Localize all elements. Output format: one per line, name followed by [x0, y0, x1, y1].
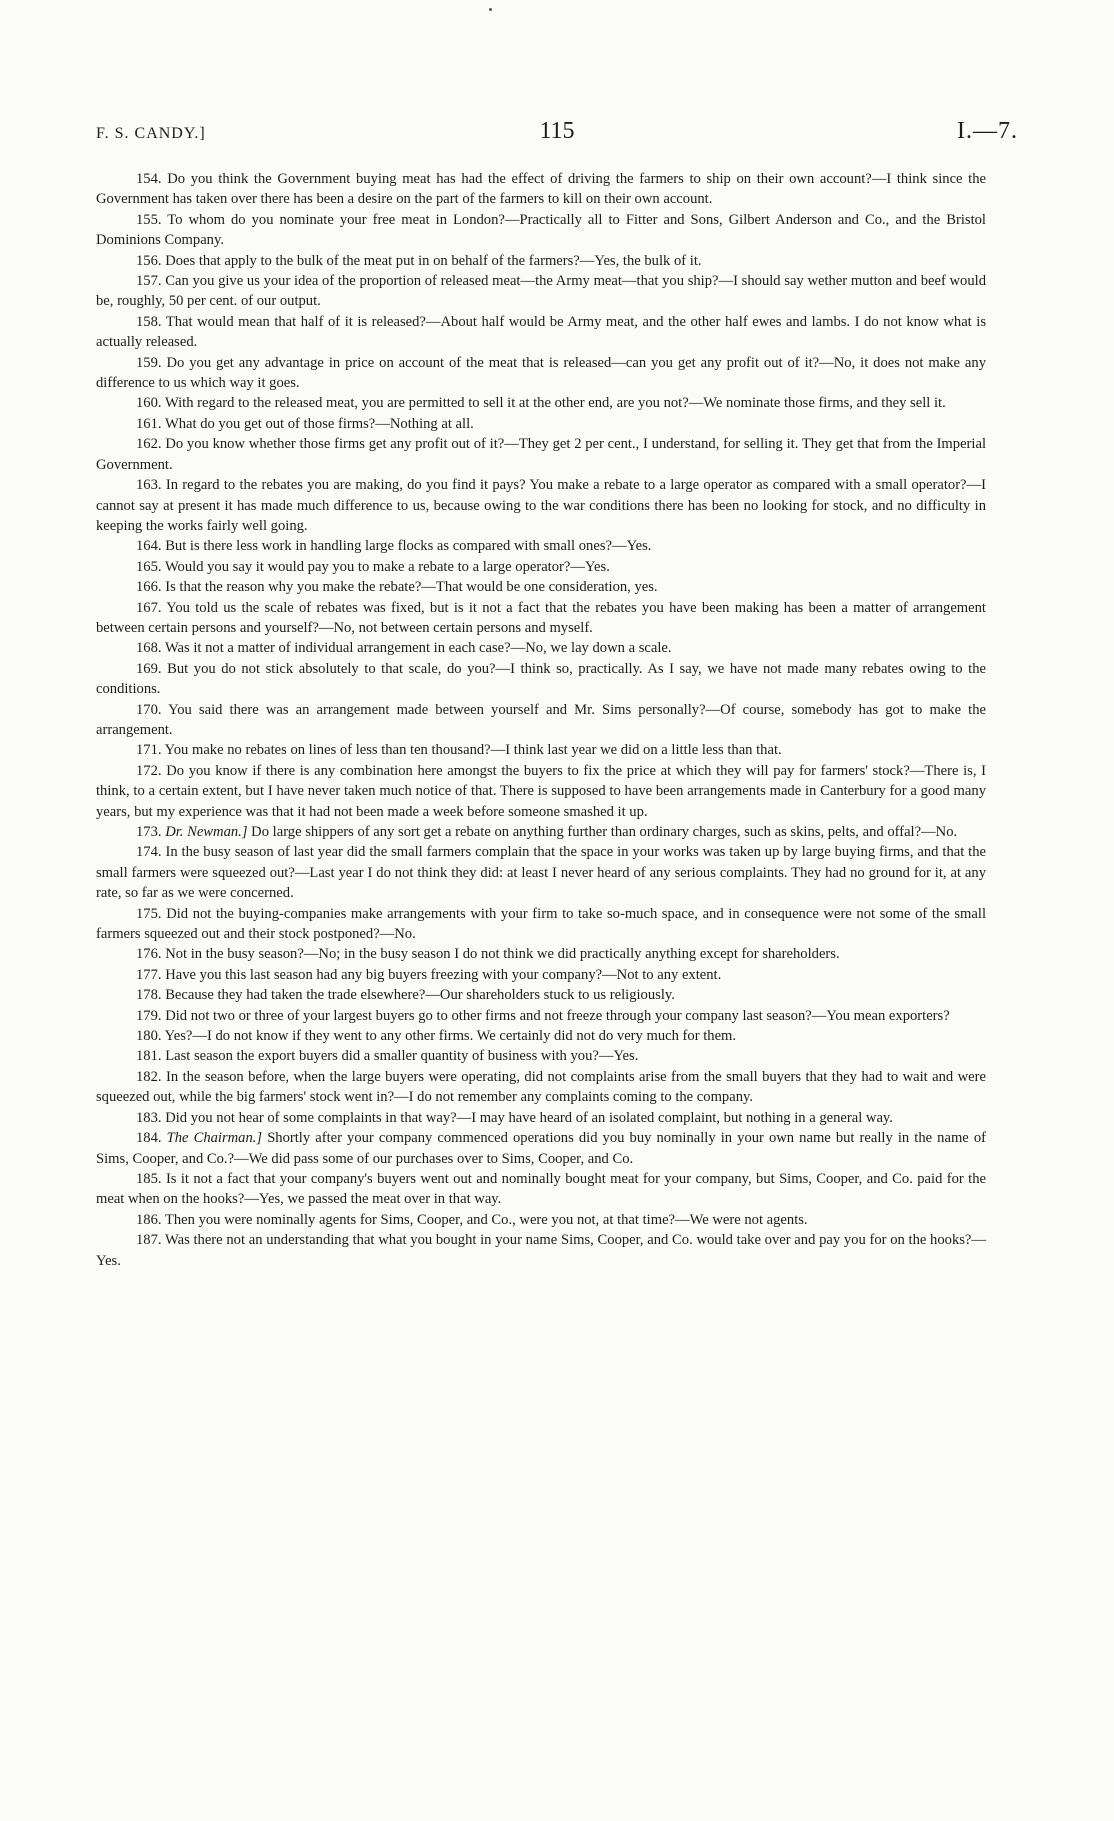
testimony-paragraph [96, 414, 986, 434]
testimony-paragraph [96, 1108, 986, 1128]
question-number: 180. [136, 1028, 162, 1045]
scan-speck [489, 8, 492, 11]
question-number: 156. [136, 252, 162, 269]
question-number: 174. [136, 844, 162, 861]
testimony-paragraph [96, 842, 986, 903]
question-answer-text: Do you know whether those firms get any profit out of it?—They get 2 per cent., I understand, for selling it. They get that from the Imperial Government. [96, 436, 987, 473]
question-number: 168. [136, 640, 162, 657]
question-answer-text: But is there less work in handling large flocks as compared with small ones?—Yes. [165, 538, 652, 555]
testimony-paragraph [96, 312, 986, 353]
testimony-paragraph [96, 822, 986, 842]
question-number: 154. [136, 171, 162, 187]
testimony-paragraph [96, 904, 986, 945]
testimony-paragraph [96, 475, 986, 536]
question-answer-text: Not in the busy season?—No; in the busy season I do not think we did practically anything except for shareholders. [165, 946, 840, 963]
question-number: 183. [136, 1109, 162, 1126]
testimony-paragraph [96, 1169, 986, 1210]
question-number: 157. [136, 273, 162, 290]
testimony-paragraph [96, 659, 986, 700]
page-number: 115 [539, 118, 575, 144]
page-header [96, 118, 1018, 150]
testimony-paragraph [96, 944, 986, 964]
question-number: 178. [136, 987, 162, 1004]
question-answer-text: Do large shippers of any sort get a rebate on anything further than ordinary charges, such as skins, pelts, and offal?—No. [251, 824, 958, 840]
testimony-paragraph [96, 210, 986, 251]
question-answer-text: Then you were nominally agents for Sims, Cooper, and Co., were you not, at that time?—We were not agents. [164, 1211, 808, 1228]
testimony-paragraph [96, 985, 986, 1005]
question-number: 171. [136, 742, 162, 759]
question-answer-text: Have you this last season had any big buyers freezing with your company?—Not to any extent. [165, 966, 722, 983]
question-number: 166. [136, 579, 162, 596]
question-number: 164. [136, 538, 162, 555]
question-answer-text: But you do not stick absolutely to that scale, do you?—I think so, practically. As I say, we have not made many rebates owing to the conditions. [96, 660, 986, 698]
question-answer-text: Did you not hear of some complaints in that way?—I may have heard of an isolated complaint, but nothing in a general way. [165, 1109, 893, 1126]
question-answer-text: To whom do you nominate your free meat in London?—Practically all to Fitter and Sons, Gilbert Anderson and Co., and the Bristol Dominions Company. [96, 211, 986, 249]
question-answer-text: Can you give us your idea of the proportion of released meat—the Army meat—that you ship?—I should say wether mutton and beef would be, roughly, 50 per cent. of our output. [96, 273, 986, 310]
testimony-paragraph [96, 761, 986, 822]
question-number: 167. [136, 599, 162, 616]
question-number: 186. [136, 1211, 162, 1228]
question-answer-text: Does that apply to the bulk of the meat put in on behalf of the farmers?—Yes, the bulk of it. [165, 252, 702, 269]
question-number: 173. [136, 824, 162, 840]
testimony-paragraph [96, 740, 986, 760]
question-answer-text: Was there not an understanding that what you bought in your name Sims, Cooper, and Co. would take over and pay you for on the hooks?—Yes. [96, 1232, 986, 1269]
testimony-paragraph [96, 1046, 986, 1066]
question-number: 184. [136, 1130, 162, 1147]
question-answer-text: That would mean that half of it is released?—About half would be Army meat, and the other half ewes and lambs. I do not know what is actually released. [96, 313, 987, 351]
question-number: 179. [136, 1007, 162, 1024]
testimony-paragraph [96, 965, 986, 985]
testimony-paragraph [96, 169, 986, 210]
question-number: 158. [136, 313, 162, 330]
question-answer-text: Because they had taken the trade elsewhere?—Our shareholders stuck to us religiously. [165, 987, 675, 1004]
question-answer-text: You make no rebates on lines of less than ten thousand?—I think last year we did on a little less than that. [164, 742, 782, 759]
testimony-paragraph [96, 1128, 986, 1169]
question-answer-text: Last season the export buyers did a smaller quantity of business with you?—Yes. [165, 1048, 639, 1065]
question-number: 161. [136, 415, 162, 432]
question-number: 155. [136, 211, 162, 228]
testimony-paragraph [96, 271, 986, 312]
question-number: 160. [136, 395, 162, 412]
testimony-paragraph [96, 353, 986, 394]
testimony-paragraph [96, 577, 986, 597]
question-answer-text: In regard to the rebates you are making, do you find it pays? You make a rebate to a large operator as compared with a small operator?—I cannot say at present it has made much difference to us, because owing to the war conditions there has been no looking for stock, and no difficulty in keeping the works fairly well going. [96, 477, 986, 534]
question-answer-text: Shortly after your company commenced operations did you buy nominally in your own name but really in the name of Sims, Cooper, and Co.?—We did pass some of our purchases over to Sims, Cooper, and Co. [96, 1130, 986, 1167]
question-answer-text: Yes?—I do not know if they went to any other firms. We certainly did not do very much for them. [164, 1028, 737, 1045]
witness-name: F. S. CANDY.] [96, 125, 206, 142]
question-answer-text: In the busy season of last year did the small farmers complain that the space in your works was taken up by large buying firms, and that the small farmers were squeezed out?—Last year I do not think they did: at least I never heard of any serious complaints. They had no ground for it, at any rate, so far as we were concerned. [96, 844, 987, 902]
question-number: 185. [136, 1170, 162, 1187]
testimony-paragraph [96, 1067, 986, 1108]
question-answer-text: What do you get out of those firms?—Nothing at all. [164, 415, 474, 432]
question-number: 175. [136, 905, 162, 922]
question-number: 169. [136, 660, 162, 677]
testimony-paragraph [96, 700, 986, 741]
testimony-paragraph [96, 393, 986, 413]
question-number: 182. [136, 1068, 162, 1085]
question-answer-text: Is it not a fact that your company's buyers went out and nominally bought meat for your company, but Sims, Cooper, and Co. paid for the meat when on the hooks?—Yes, we passed the meat over in that way. [96, 1170, 986, 1208]
question-number: 172. [136, 762, 162, 779]
testimony-paragraph [96, 557, 986, 577]
question-number: 170. [136, 701, 162, 718]
question-number: 163. [136, 477, 162, 494]
testimony-paragraph [96, 1230, 986, 1271]
testimony-paragraph [96, 251, 986, 271]
question-number: 165. [136, 558, 162, 575]
section-reference: I.—7. [957, 118, 1018, 144]
question-answer-text: Do you get any advantage in price on account of the meat that is released—can you get any profit out of it?—No, it does not make any difference to us which way it goes. [96, 354, 986, 392]
testimony-paragraph [96, 1006, 986, 1026]
testimony-paragraph [96, 536, 986, 556]
question-number: 187. [136, 1232, 162, 1249]
question-answer-text: Was it not a matter of individual arrangement in each case?—No, we lay down a scale. [164, 640, 672, 657]
testimony-paragraph [96, 434, 986, 475]
question-answer-text: Did not the buying-companies make arrangements with your firm to take so-much space, and in consequence were not some of the small farmers squeezed out and their stock postponed?—No. [96, 905, 986, 943]
question-answer-text: Is that the reason why you make the rebate?—That would be one consideration, yes. [165, 579, 658, 596]
testimony-paragraph [96, 638, 986, 658]
question-answer-text: With regard to the released meat, you are permitted to sell it at the other end, are you not?—We nominate those firms, and they sell it. [164, 395, 946, 412]
question-answer-text: In the season before, when the large buyers were operating, did not complaints arise from the small buyers that they had to wait and were squeezed out, while the big farmers' stock went in?—I do not remember any complaints coming to the company. [96, 1068, 986, 1106]
question-number: 159. [136, 354, 162, 371]
speaker-name: Dr. Newman.] [165, 824, 248, 840]
speaker-name: The Chairman.] [166, 1130, 263, 1147]
question-number: 181. [136, 1048, 162, 1065]
testimony-paragraph [96, 1210, 986, 1230]
question-number: 162. [136, 436, 162, 453]
question-answer-text: You told us the scale of rebates was fixed, but is it not a fact that the rebates you have been making has been a matter of arrangement between certain persons and yourself?—No, not between certain persons and myself. [96, 599, 986, 636]
question-number: 177. [136, 966, 162, 983]
question-number: 176. [136, 946, 162, 963]
testimony-paragraph [96, 1026, 986, 1046]
question-answer-text: Did not two or three of your largest buyers go to other firms and not freeze through your company last season?—You mean exporters? [165, 1007, 950, 1024]
question-answer-text: Do you think the Government buying meat has had the effect of driving the farmers to ship on their own account?—I think since the Government has taken over there has been a desire on the part of the farmers to kill on their own account. [96, 171, 987, 208]
testimony-paragraph [96, 598, 986, 639]
testimony-body [96, 169, 986, 1271]
question-answer-text: You said there was an arrangement made between yourself and Mr. Sims personally?—Of course, somebody has got to make the arrangement. [96, 701, 986, 738]
question-answer-text: Would you say it would pay you to make a rebate to a large operator?—Yes. [164, 558, 610, 575]
question-answer-text: Do you know if there is any combination here amongst the buyers to fix the price at which they will pay for farmers' stock?—There is, I think, to a certain extent, but I have never taken much notice of that. There is supposed to have been arrangements made in Canterbury for a good many years, but my experience was that it had not been made a week before someone smashed it up. [96, 762, 986, 820]
